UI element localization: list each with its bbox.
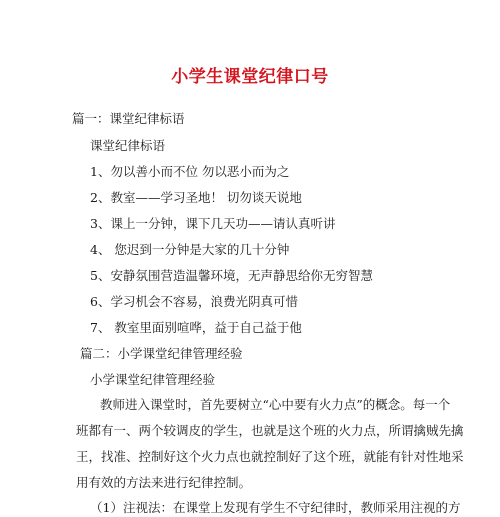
section1-heading: 篇一：课堂纪律标语: [72, 111, 185, 126]
slogan-item: 1、勿以善小而不位 勿以恶小而为之: [90, 164, 290, 179]
paragraph-line: 用有效的方法来进行纪律控制。: [76, 475, 252, 490]
paragraph-line: 王，找准、控制好这个火力点也就控制好了这个班，就能有针对性地采: [76, 449, 464, 464]
paragraph-line: （1）注视法：在课堂上发现有学生不守纪律时，教师采用注视的方: [90, 500, 461, 515]
section2-heading: 篇二：小学课堂纪律管理经验: [80, 346, 243, 361]
slogan-item: 2、教室——学习圣地！ 切勿谈天说地: [90, 190, 302, 205]
slogan-item: 6、学习机会不容易，浪费光阴真可惜: [90, 294, 298, 309]
document-title: 小学生课堂纪律口号: [171, 67, 329, 87]
slogan-item: 3、课上一分钟，课下几天功——请认真听讲: [90, 216, 336, 231]
paragraph-line: 教师进入课堂时，首先要树立“心中要有火力点”的概念。每一个: [100, 397, 451, 412]
paragraph-line: 班都有一、两个较调皮的学生，也就是这个班的火力点，所谓擒贼先擒: [76, 423, 464, 438]
section1-subheading: 课堂纪律标语: [90, 138, 166, 153]
slogan-item: 7、 教室里面别喧哗，益于自己益于他: [90, 320, 302, 335]
slogan-item: 5、安静氛围营造温馨环境，无声静思给你无穷智慧: [90, 268, 373, 283]
section2-subheading: 小学课堂纪律管理经验: [90, 372, 216, 387]
slogan-item: 4、 您迟到一分钟是大家的几十分钟: [90, 242, 290, 257]
